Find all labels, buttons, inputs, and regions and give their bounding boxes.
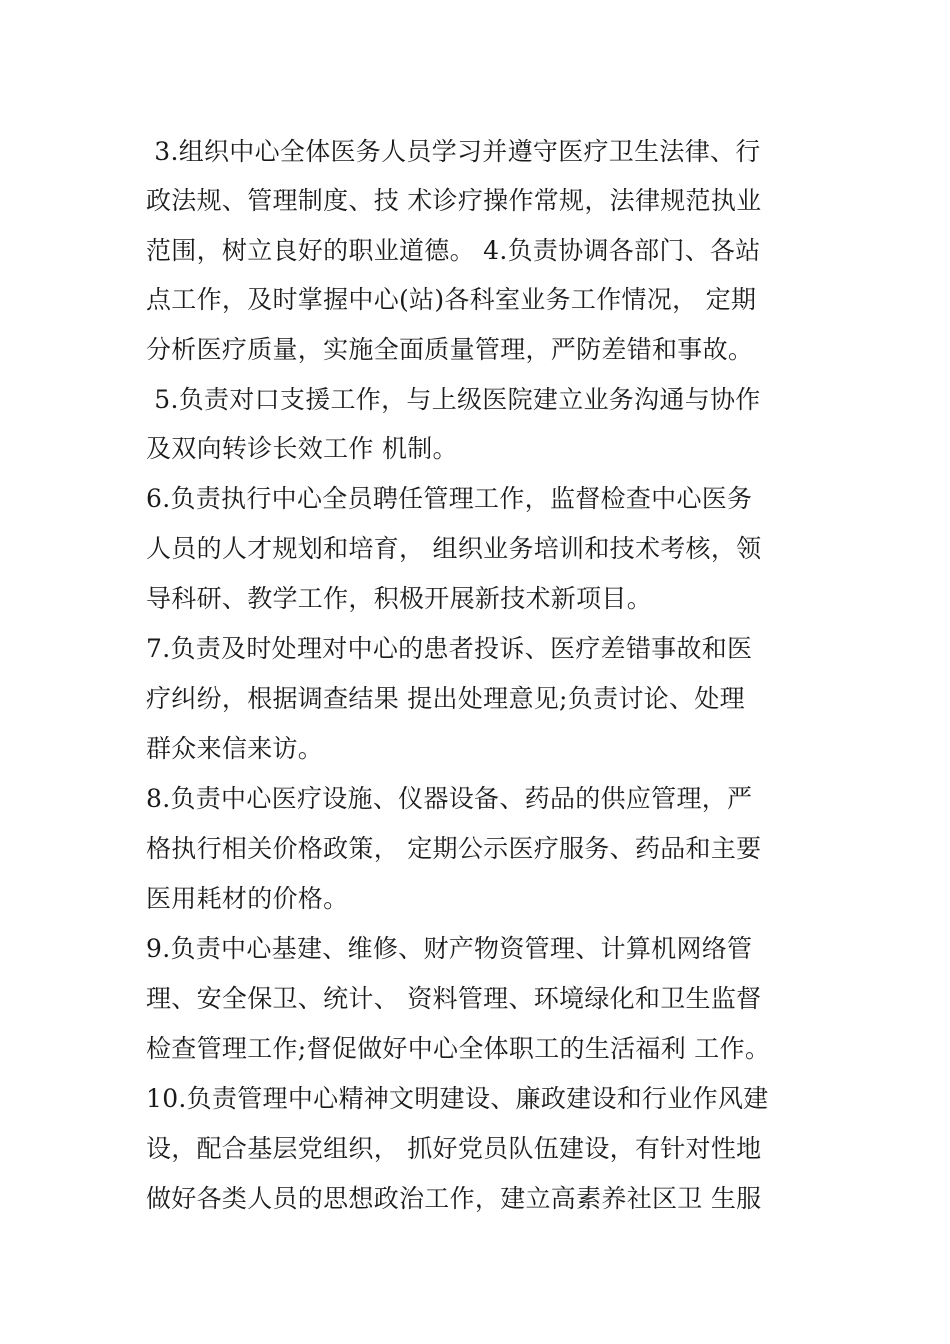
text-line: 点工作，及时掌握中心(站)各科室业务工作情况， 定期 bbox=[146, 285, 757, 314]
text-line: 6.负责执行中心全员聘任管理工作，监督检查中心医务 bbox=[146, 484, 753, 513]
text-line: 3.组织中心全体医务人员学习并遵守医疗卫生法律、行 bbox=[146, 137, 761, 166]
text-line: 分析医疗质量，实施全面质量管理，严防差错和事故。 bbox=[146, 335, 754, 364]
text-line: 疗纠纷，根据调查结果 提出处理意见;负责讨论、处理 bbox=[146, 684, 745, 713]
text-line: 导科研、教学工作，积极开展新技术新项目。 bbox=[146, 584, 653, 613]
text-line: 群众来信来访。 bbox=[146, 734, 324, 763]
text-line: 范围，树立良好的职业道德。 4.负责协调各部门、各站 bbox=[146, 236, 761, 265]
text-line: 8.负责中心医疗设施、仪器设备、药品的供应管理，严 bbox=[146, 784, 753, 813]
text-line: 人员的人才规划和培育， 组织业务培训和技术考核，领 bbox=[146, 534, 762, 563]
text-line: 设，配合基层党组织， 抓好党员队伍建设，有针对性地 bbox=[146, 1134, 762, 1163]
text-line: 医用耗材的价格。 bbox=[146, 884, 349, 913]
text-line: 10.负责管理中心精神文明建设、廉政建设和行业作风建 bbox=[146, 1084, 769, 1113]
text-line: 7.负责及时处理对中心的患者投诉、医疗差错事故和医 bbox=[146, 634, 753, 663]
text-line: 5.负责对口支援工作，与上级医院建立业务沟通与协作 bbox=[146, 385, 761, 414]
text-line: 及双向转诊长效工作 机制。 bbox=[146, 434, 458, 463]
text-line: 9.负责中心基建、维修、财产物资管理、计算机网络管 bbox=[146, 934, 753, 963]
text-line: 理、安全保卫、统计、 资料管理、环境绿化和卫生监督 bbox=[146, 984, 762, 1013]
text-line: 政法规、管理制度、技 术诊疗操作常规，法律规范执业 bbox=[146, 186, 762, 215]
text-line: 格执行相关价格政策， 定期公示医疗服务、药品和主要 bbox=[146, 834, 762, 863]
text-line: 做好各类人员的思想政治工作，建立高素养社区卫 生服 bbox=[146, 1184, 762, 1213]
text-line: 检查管理工作;督促做好中心全体职工的生活福利 工作。 bbox=[146, 1034, 771, 1063]
